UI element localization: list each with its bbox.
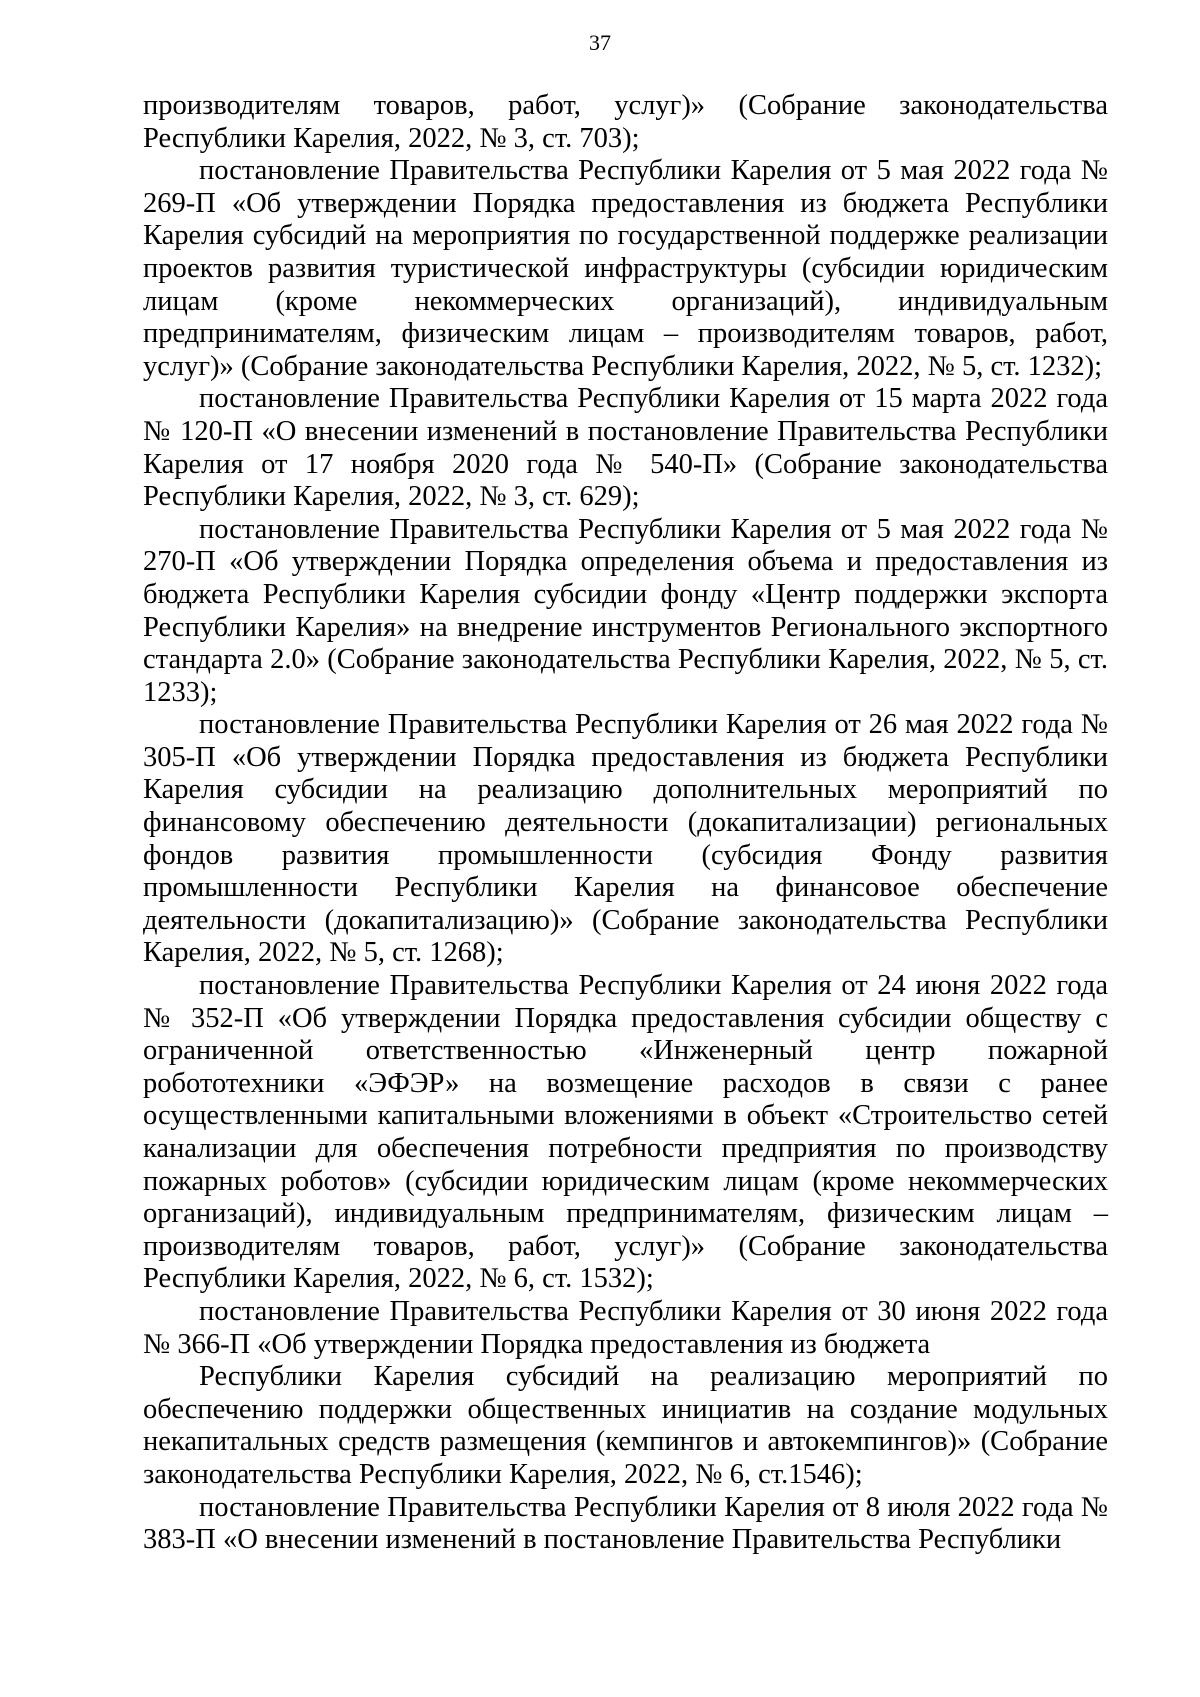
paragraph-resolution-366: постановление Правительства Республики Карелия от 30 июня 2022 года № 366-П «Об утверждении Порядка предоставления из бюджета bbox=[143, 1295, 1108, 1360]
paragraph-resolution-305: постановление Правительства Республики Карелия от 26 мая 2022 года № 305-П «Об утверждении Порядка предоставления из бюджета Республики Карелия субсидии на реализацию дополнительных мероприятий по финансовому обеспечению деятельности (докапитализации) региональных фондов развития промышленности (субсидия Фонду развития промышленности Республики Карелия на финансовое обеспечение деятельности (докапитализацию)» (Собрание законодательства Республики Карелия, 2022, № 5, ст. 1268); bbox=[143, 709, 1108, 969]
page-number: 37 bbox=[589, 30, 611, 55]
paragraph-resolution-352: постановление Правительства Республики Карелия от 24 июня 2022 года № 352-П «Об утверждении Порядка предоставления субсидии обществу с ограниченной ответственностью «Инженерный центр пожарной робототехники «ЭФЭР» на возмещение расходов в связи с ранее осуществленными капитальными вложениями в объект «Строительство сетей канализации для обеспечения потребности предприятия по производству пожарных роботов» (субсидии юридическим лицам (кроме некоммерческих организаций), индивидуальным предпринимателям, физическим лицам – производителям товаров, работ, услуг)» (Собрание законодательства Республики Карелия, 2022, № 6, ст. 1532); bbox=[143, 970, 1108, 1295]
document-body bbox=[143, 90, 1108, 1557]
paragraph-resolution-120: постановление Правительства Республики Карелия от 15 марта 2022 года № 120-П «О внесении изменений в постановление Правительства Республики Карелия от 17 ноября 2020 года № 540-П» (Собрание законодательства Республики Карелия, 2022, № 3, ст. 629); bbox=[143, 383, 1108, 513]
paragraph-resolution-383: постановление Правительства Республики Карелия от 8 июля 2022 года № 383-П «О внесении изменений в постановление Правительства Республики bbox=[143, 1491, 1108, 1556]
paragraph-resolution-269: постановление Правительства Республики Карелия от 5 мая 2022 года № 269-П «Об утверждении Порядка предоставления из бюджета Республики Карелия субсидий на мероприятия по государственной поддержке реализации проектов развития туристической инфраструктуры (субсидии юридическим лицам (кроме некоммерческих организаций), индивидуальным предпринимателям, физическим лицам – производителям товаров, работ, услуг)» (Собрание законодательства Республики Карелия, 2022, № 5, ст. 1232); bbox=[143, 155, 1108, 382]
paragraph-resolution-366-continued: Республики Карелия субсидий на реализацию мероприятий по обеспечению поддержки общественных инициатив на создание модульных некапитальных средств размещения (кемпингов и автокемпингов)» (Собрание законодательства Республики Карелия, 2022, № 6, ст.1546); bbox=[143, 1361, 1108, 1490]
paragraph-resolution-270: постановление Правительства Республики Карелия от 5 мая 2022 года № 270-П «Об утверждении Порядка определения объема и предоставления из бюджета Республики Карелия субсидии фонду «Центр поддержки экспорта Республики Карелия» на внедрение инструментов Регионального экспортного стандарта 2.0» (Собрание законодательства Республики Карелия, 2022, № 5, ст. 1233); bbox=[143, 513, 1108, 708]
paragraph-continuation: производителям товаров, работ, услуг)» (Собрание законодательства Республики Карелия, 2022, № 3, ст. 703); bbox=[143, 90, 1108, 154]
